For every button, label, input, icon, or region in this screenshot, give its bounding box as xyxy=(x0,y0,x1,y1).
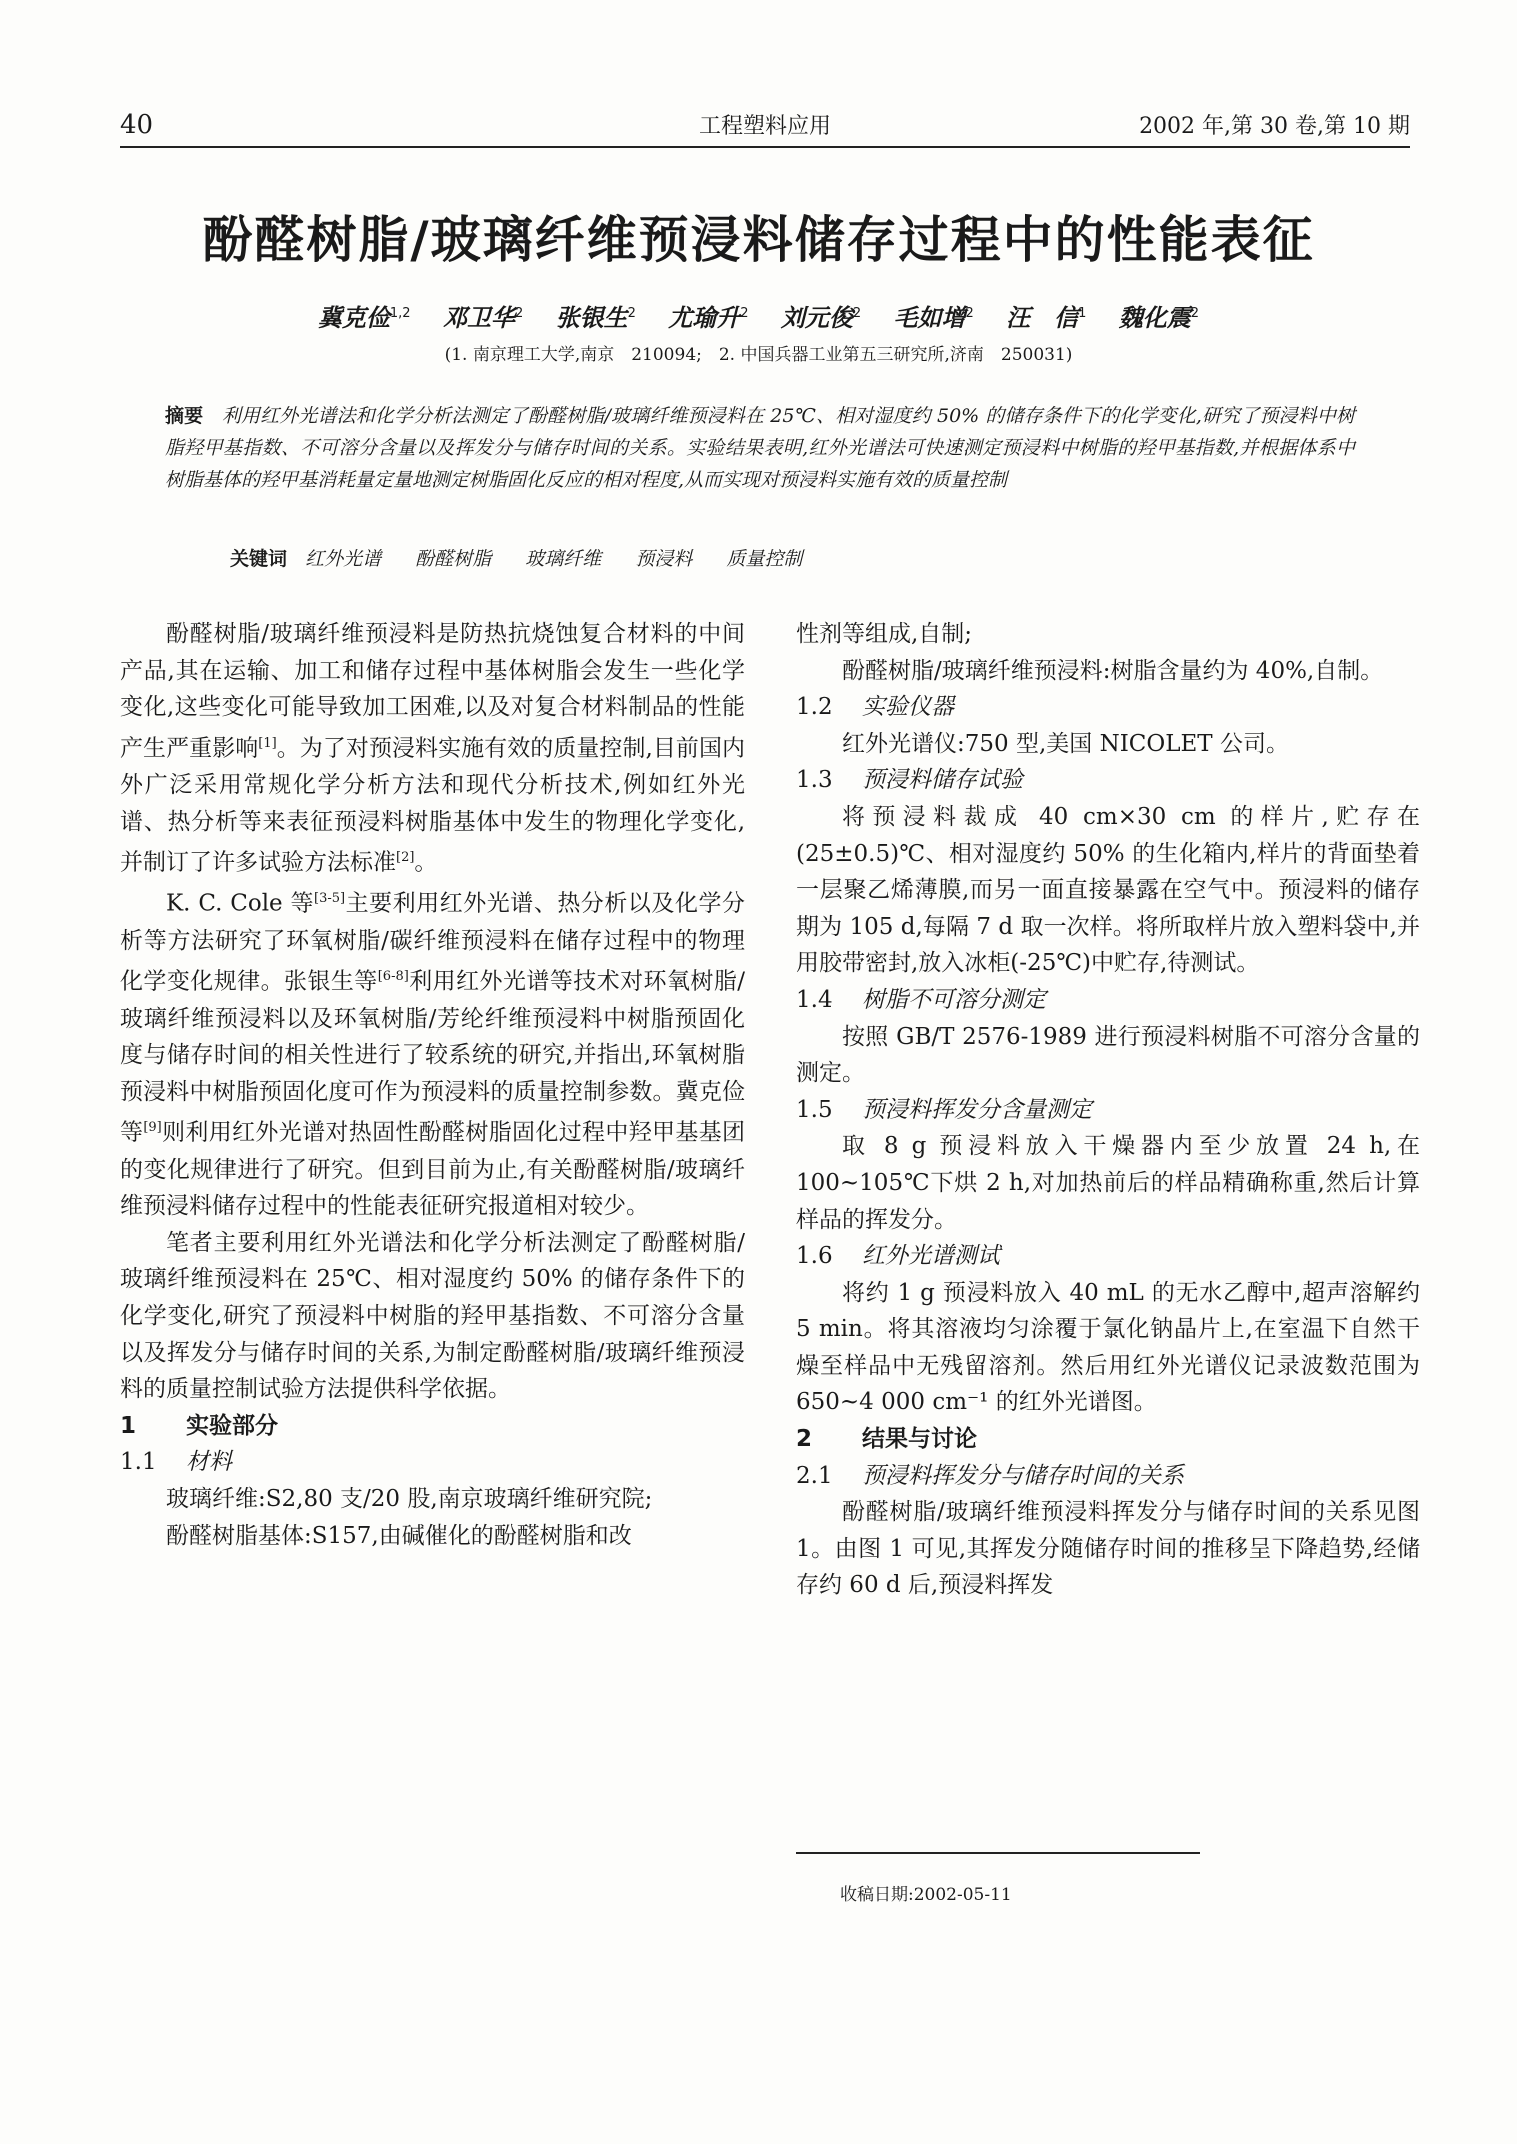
footnote-divider xyxy=(796,1852,1200,1854)
subsection-heading: 1.6 红外光谱测试 xyxy=(796,1243,1000,1270)
subsection-heading: 1.4 树脂不可溶分测定 xyxy=(796,986,1046,1013)
abstract-label: 摘要 xyxy=(165,405,204,427)
abstract-text: 利用红外光谱法和化学分析法测定了酚醛树脂/玻璃纤维预浸料在 25℃、相对湿度约 50% 的储存条件下的化学变化,研究了预浸料中树脂羟甲基指数、不可溶分含量以及挥发分与储存时间的关系。实验结果表明,红外光谱法可快速测定预浸料中树脂的羟甲基指数,并根据体系中树脂基体的羟甲基消耗量定量地测定树脂固化反应的相对程度,从而实现对预浸料实施有效的质量控制 xyxy=(165,405,1355,491)
paragraph: 将预浸料裁成 40 cm×30 cm 的样片,贮存在(25±0.5)℃、相对湿度约 50% 的生化箱内,样片的背面垫着一层聚乙烯薄膜,而另一面直接暴露在空气中。预浸料的储存期为 105 d,每隔 7 d 取一次样。将所取样片放入塑料袋中,并用胶带密封,放入冰柜(-25℃)中贮存,待测试。 xyxy=(796,803,1420,977)
keyword: 预浸料 xyxy=(635,548,693,570)
citation: [2] xyxy=(396,850,415,866)
paragraph: 玻璃纤维:S2,80 支/20 股,南京玻璃纤维研究院; xyxy=(166,1485,653,1512)
keyword: 酚醛树脂 xyxy=(415,548,492,570)
paragraph: 将约 1 g 预浸料放入 40 mL 的无水乙醇中,超声溶解约 5 min。将其溶液均匀涂覆于氯化钠晶片上,在室温下自然干燥至样品中无残留溶剂。然后用红外光谱仪记录波数范围为 650~4 000 cm⁻¹ 的红外光谱图。 xyxy=(796,1279,1420,1416)
author: 尤瑜升$^2$ xyxy=(668,304,749,332)
journal-name: 工程塑料应用 xyxy=(698,114,831,139)
section-heading: 2 结果与讨论 xyxy=(796,1426,977,1453)
paragraph: 红外光谱仪:750 型,美国 NICOLET 公司。 xyxy=(842,730,1289,757)
paragraph: 按照 GB/T 2576-1989 进行预浸料树脂不可溶分含量的测定。 xyxy=(796,1023,1420,1087)
paragraph: 取 8 g 预浸料放入干燥器内至少放置 24 h,在 100~105℃下烘 2 h,对加热前后的样品精确称重,然后计算样品的挥发分。 xyxy=(796,1133,1420,1233)
article-title: 酚醛树脂/玻璃纤维预浸料储存过程中的性能表征 xyxy=(202,211,1315,269)
author: 张银生$^2$ xyxy=(555,304,636,332)
paragraph: K. C. Cole 等[3-5]主要利用红外光谱、热分析以及化学分析等方法研究了环氧树脂/碳纤维预浸料在储存过程中的物理化学变化规律。张银生等[6-8]利用红外光谱等技术对环氧树脂/玻璃纤维预浸料以及环氧树脂/芳纶纤维预浸料中树脂预固化度与储存时间的相关性进行了较系统的研究,并指出,环氧树脂预浸料中树脂预固化度可作为预浸料的质量控制参数。冀克俭等[9]则利用红外光谱对热固性酚醛树脂固化过程中羟甲基基团的变化规律进行了研究。但到目前为止,有关酚醛树脂/玻璃纤维预浸料储存过程中的性能表征研究报道相对较少。 xyxy=(120,891,746,1220)
running-header xyxy=(120,110,1410,148)
citation: [6-8] xyxy=(377,969,409,985)
keyword: 红外光谱 xyxy=(305,548,382,570)
author: 邓卫华$^2$ xyxy=(442,304,524,332)
left-column xyxy=(120,616,745,1554)
page-number: 40 xyxy=(120,110,154,140)
subsection-heading: 1.2 实验仪器 xyxy=(796,694,954,721)
section-heading: 1 实验部分 xyxy=(120,1412,278,1439)
paragraph: 酚醛树脂基体:S157,由碱催化的酚醛树脂和改 xyxy=(166,1522,632,1549)
author: 毛如增$^2$ xyxy=(893,304,974,332)
subsection-heading: 1.3 预浸料储存试验 xyxy=(796,767,1023,794)
author: 汪 信$^1$ xyxy=(1006,304,1087,332)
keyword: 质量控制 xyxy=(726,548,803,570)
right-column xyxy=(796,616,1420,1604)
keywords xyxy=(230,544,1350,571)
author: 魏化震$^2$ xyxy=(1118,304,1200,332)
author: 冀克俭$^{1,2}$ xyxy=(317,304,411,332)
author: 刘元俊$^2$ xyxy=(780,304,862,332)
paragraph: 笔者主要利用红外光谱法和化学分析法测定了酚醛树脂/玻璃纤维预浸料在 25℃、相对湿度约 50% 的储存条件下的化学变化,研究了预浸料中树脂的羟甲基指数、不可溶分含量以及挥发分与储存时间的关系,为制定酚醛树脂/玻璃纤维预浸料的质量控制试验方法提供科学依据。 xyxy=(120,1229,745,1403)
paragraph: 酚醛树脂/玻璃纤维预浸料:树脂含量约为 40%,自制。 xyxy=(842,657,1384,684)
paragraph: 性剂等组成,自制; xyxy=(796,621,973,647)
paragraph: 酚醛树脂/玻璃纤维预浸料是防热抗烧蚀复合材料的中间产品,其在运输、加工和储存过程中基体树脂会发生一些化学变化,这些变化可能导致加工困难,以及对复合材料制品的性能产生严重影响[1]。为了对预浸料实施有效的质量控制,目前国内外广泛采用常规化学分析方法和现代分析技术,例如红外光谱、热分析等来表征预浸料树脂基体中发生的物理化学变化,并制订了许多试验方法标准[2]。 xyxy=(120,621,745,876)
citation: [3-5] xyxy=(314,891,346,907)
subsection-heading: 2.1 预浸料挥发分与储存时间的关系 xyxy=(796,1462,1184,1489)
affiliation: (1. 南京理工大学,南京 210094; 2. 中国兵器工业第五三研究所,济南 250031) xyxy=(444,345,1073,365)
received-date: 收稿日期:2002-05-11 xyxy=(840,1885,1012,1905)
author-list xyxy=(0,298,1517,333)
paragraph: 酚醛树脂/玻璃纤维预浸料挥发分与储存时间的关系见图 1。由图 1 可见,其挥发分随储存时间的推移呈下降趋势,经储存约 60 d 后,预浸料挥发 xyxy=(796,1499,1420,1599)
issue-info: 2002 年,第 30 卷,第 10 期 xyxy=(1139,114,1410,139)
abstract xyxy=(165,400,1355,496)
citation: [1] xyxy=(258,735,277,751)
keywords-label: 关键词 xyxy=(230,548,288,570)
citation: [9] xyxy=(143,1120,162,1136)
keyword: 玻璃纤维 xyxy=(525,548,602,570)
subsection-heading: 1.5 预浸料挥发分含量测定 xyxy=(796,1096,1092,1123)
subsection-heading: 1.1 材料 xyxy=(120,1449,232,1476)
